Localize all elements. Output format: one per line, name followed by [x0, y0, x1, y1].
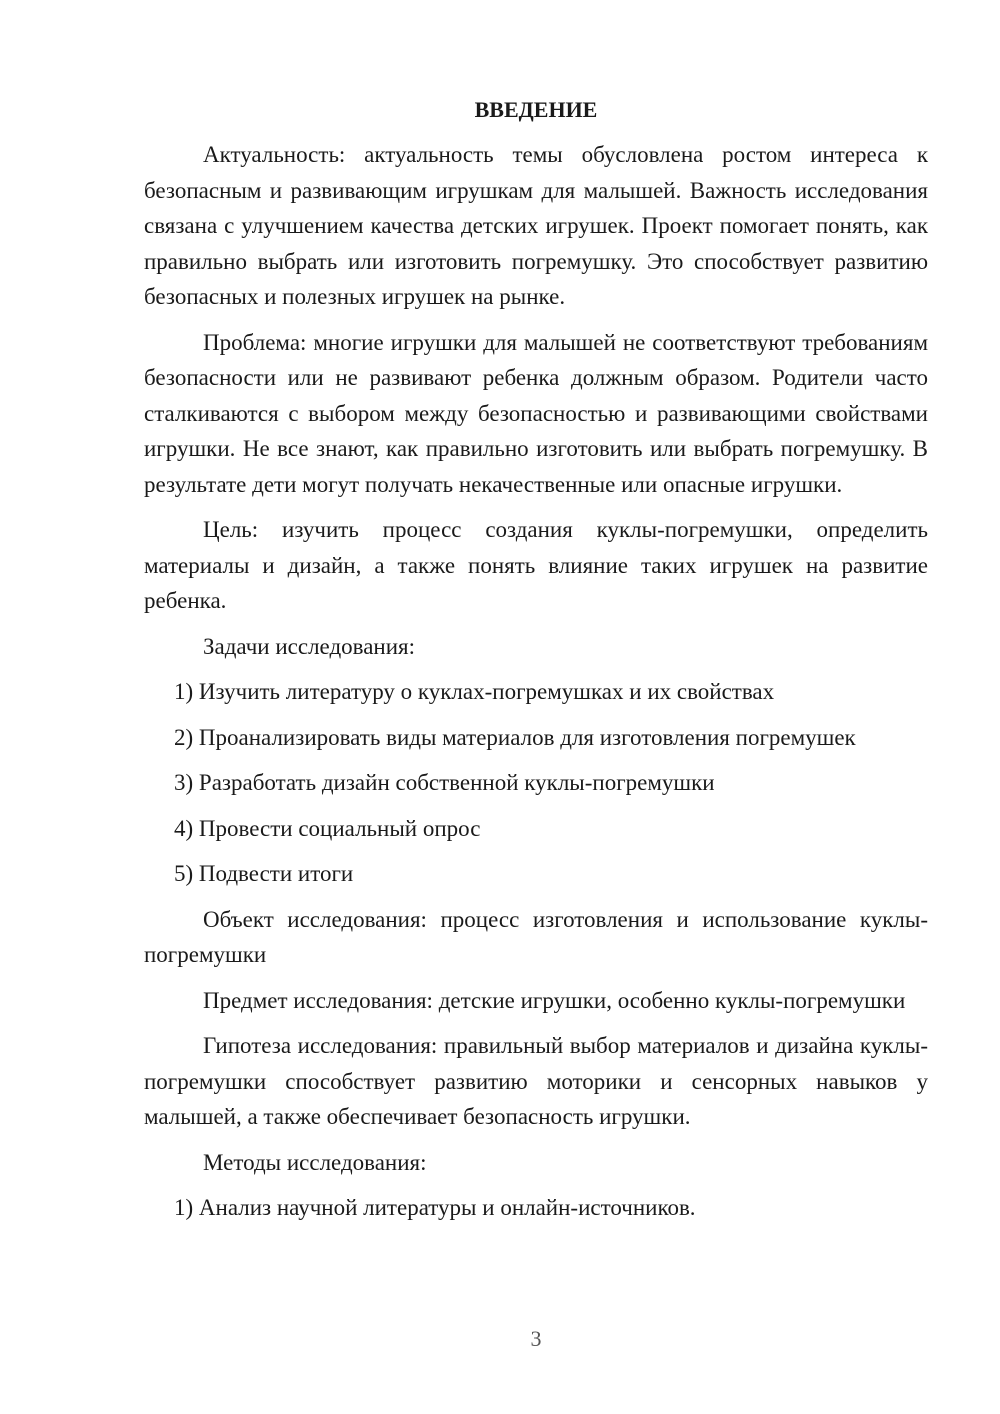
relevance-paragraph: Актуальность: актуальность темы обусловлена ростом интереса к безопасным и развивающим игрушкам для малышей. Важность исследования связана с улучшением качества детских игрушек. Проект помогает понять, как правильно выбрать или изготовить погремушку. Это способствует развитию безопасных и полезных игрушек на рынке.	[144, 142, 928, 309]
problem-paragraph: Проблема: многие игрушки для малышей не соответствуют требованиям безопасности или не развивают ребенка должным образом. Родители часто сталкиваются с выбором между безопасностью и развивающими свойствами игрушки. Не все знают, как правильно изготовить или выбрать погремушку. В результате дети могут получать некачественные или опасные игрушки.	[144, 329, 928, 497]
goal-paragraph: Цель: изучить процесс создания куклы-погремушки, определить материалы и дизайн, а также понять влияние таких игрушек на развитие ребенка.	[144, 517, 928, 613]
document-page	[144, 92, 928, 1236]
tasks-list	[144, 674, 928, 892]
task-item: 4) Провести социальный опрос	[174, 815, 481, 841]
subject-paragraph: Предмет исследования: детские игрушки, особенно куклы-погремушки	[203, 987, 906, 1013]
hypothesis-paragraph: Гипотеза исследования: правильный выбор материалов и дизайна куклы-погремушки способствует развитию моторики и сенсорных навыков у малышей, а также обеспечивает безопасность игрушки.	[144, 1033, 928, 1129]
task-item: 3) Разработать дизайн собственной куклы-погремушки	[174, 770, 715, 795]
task-item: 1) Изучить литературу о куклах-погремушках и их свойствах	[174, 679, 775, 704]
task-item: 5) Подвести итоги	[174, 861, 354, 886]
object-paragraph: Объект исследования: процесс изготовления и использование куклы-погремушки	[144, 906, 928, 967]
page-number: 3	[530, 1326, 542, 1351]
tasks-heading: Задачи исследования:	[203, 633, 416, 659]
section-title: ВВЕДЕНИЕ	[474, 97, 598, 122]
method-item: 1) Анализ научной литературы и онлайн-источников.	[174, 1195, 696, 1220]
task-item: 2) Проанализировать виды материалов для изготовления погремушек	[174, 724, 856, 750]
methods-list	[144, 1190, 928, 1226]
methods-heading: Методы исследования:	[203, 1149, 427, 1175]
